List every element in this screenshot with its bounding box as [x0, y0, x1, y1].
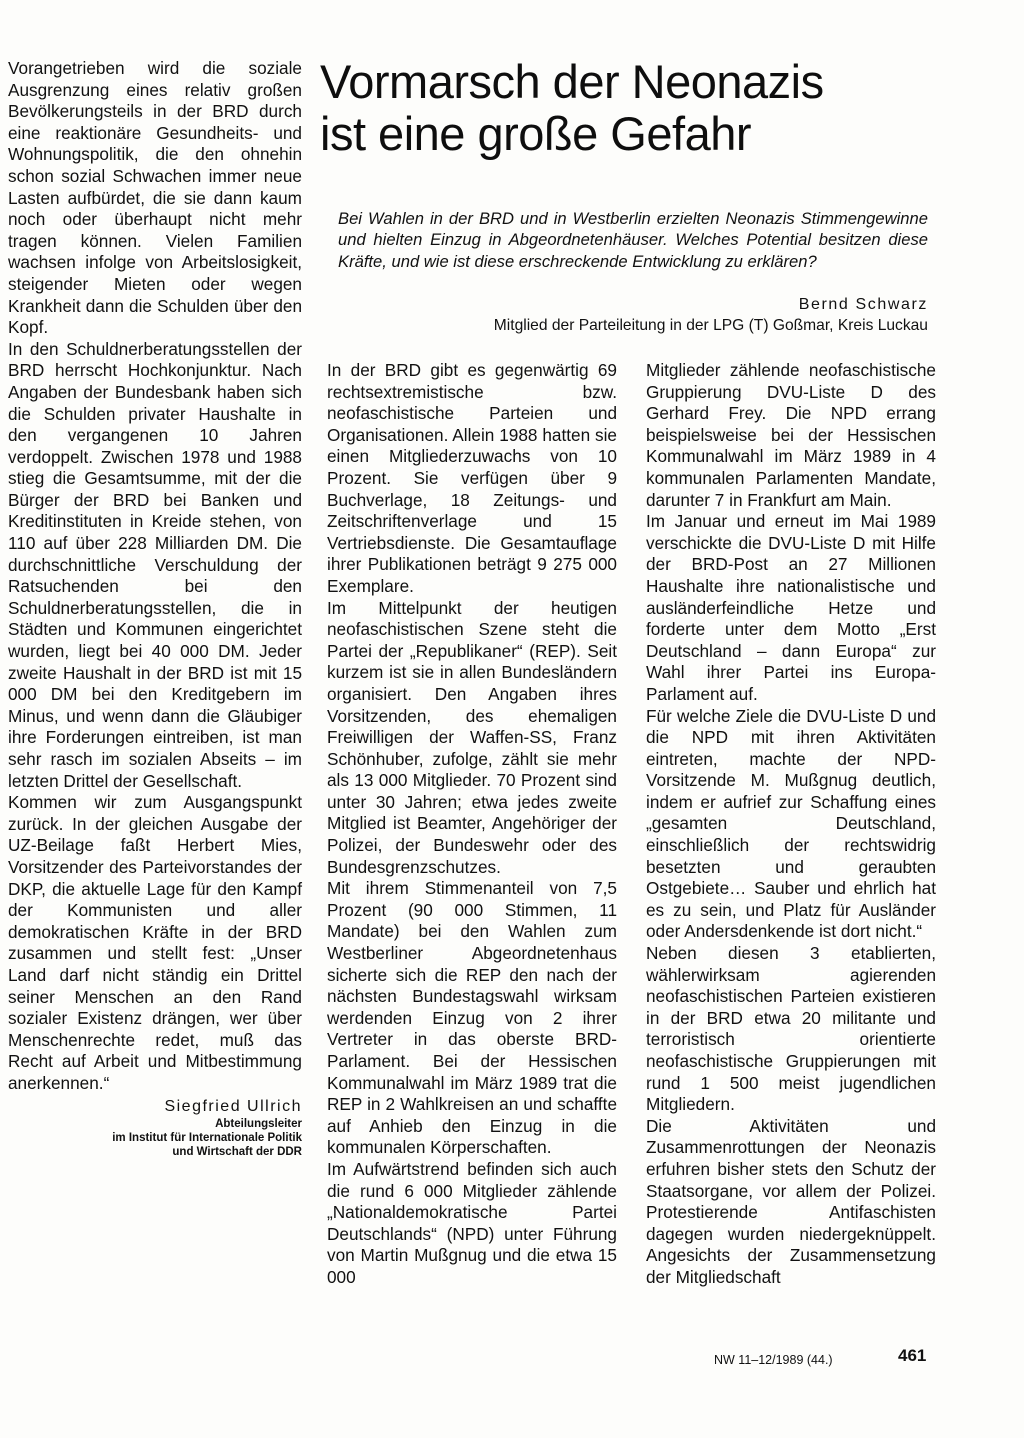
headline-line-1: Vormarsch der Neonazis — [320, 55, 824, 108]
headline-line-2: ist eine große Gefahr — [320, 107, 751, 160]
affiliation-line: und Wirtschaft der DDR — [172, 1145, 302, 1158]
article-paragraph: Für welche Ziele die DVU-Liste D und die NPD mit ihren Aktivitäten eintreten, machte der NPD-Vorsitzende M. Mußgnug deutlich, indem er aufrief zur Schaffung eines „gesamten Deutschland, einschließlich der rechtswidrig besetzten und geraubten Ostgebiete… Sauber und ehrlich hat es zu sein, und Platz für Ausländer oder Andersdenkende ist dort nicht.“ — [646, 705, 936, 942]
article-headline — [320, 56, 960, 160]
previous-article-column — [8, 58, 302, 1159]
article-paragraph: Im Mittelpunkt der heutigen neofaschistischen Szene steht die Partei der „Republikaner“ (REP). Seit kurzem ist sie in allen Bundesländern organisiert. Den Angaben ihres Vorsitzenden, des ehemaligen Freiwilligen der Waffen-SS, Franz Schönhuber, zufolge, zählt sie mehr als 13 000 Mitglieder. 70 Prozent sind unter 30 Jahren; etwa jedes zweite Mitglied ist Beamter, Angehöriger der Polizei, der Bundeswehr oder des Bundesgrenzschutzes. — [327, 597, 617, 877]
previous-article-author: Siegfried Ullrich — [164, 1097, 302, 1115]
article-paragraph: Neben diesen 3 etablierten, wählerwirksam agierenden neofaschistischen Parteien existieren in der BRD etwa 20 militante und terroristisch orientierte neofaschistische Gruppierungen mit rund 1 500 meist jugendlichen Mitgliedern. — [646, 943, 936, 1115]
article-column-1 — [327, 360, 617, 1289]
issue-reference: NW 11–12/1989 (44.) — [714, 1353, 833, 1367]
article-intro: Bei Wahlen in der BRD und in Westberlin erzielten Neonazis Stimmengewinne und hielten Einzug in Abgeordnetenhäuser. Welches Potential besitzen diese Kräfte, und wie ist diese erschreckende Entwicklung zu erklären? — [338, 209, 928, 271]
article-author-role: Mitglied der Parteileitung in der LPG (T) Goßmar, Kreis Luckau — [493, 317, 928, 334]
article-paragraph: Mitglieder zählende neofaschistische Gruppierung DVU-Liste D des Gerhard Frey. Die NPD errang beispielsweise bei der Hessischen Kommunalwahl im März 1989 in 4 kommunalen Parlamenten Mandate, darunter 7 in Frankfurt am Main. — [646, 360, 936, 510]
article-paragraph: Im Aufwärtstrend befinden sich auch die rund 6 000 Mitglieder zählende „Nationaldemokratische Partei Deutschlands“ (NPD) unter Führung von Martin Mußgnug und die etwa 15 000 — [327, 1158, 617, 1287]
page-number: 461 — [898, 1346, 927, 1365]
article-paragraph: Mit ihrem Stimmenanteil von 7,5 Prozent (90 000 Stimmen, 11 Mandate) bei den Wahlen zum Westberliner Abgeordnetenhaus sicherte sich die REP den nach der nächsten Bundestagswahl wirksam werdenden Einzug von 2 ihrer Vertreter in das oberste BRD-Parlament. Bei der Hessischen Kommunalwahl im März 1989 trat die REP in 2 Wahlkreisen an und schaffte auf Anhieb den Einzug in die kommunalen Körperschaften. — [327, 878, 617, 1158]
affiliation-line: im Institut für Internationale Politik — [112, 1131, 302, 1144]
article-column-2 — [646, 360, 936, 1289]
left-paragraph-1: Vorangetrieben wird die soziale Ausgrenzung eines relativ großen Bevölkerungsteils in der BRD durch eine reaktionäre Gesundheits- und Wohnungspolitik, die den ohnehin schon sozial Schwachen immer neue Lasten aufbürdet, die sie dann kaum noch oder überhaupt nicht mehr tragen können. Vielen Familien wachsen infolge von Arbeitslosigkeit, steigender Mieten oder wegen Krankheit dann die Schulden über den Kopf. — [8, 58, 302, 338]
left-paragraph-3: Kommen wir zum Ausgangspunkt zurück. In der gleichen Ausgabe der UZ-Beilage faßt Herbert Mies, Vorsitzender des Parteivorstandes der DKP, die aktuelle Lage für den Kampf der Kommunisten und aller demokratischen Kräfte in der BRD zusammen und stellt fest: „Unser Land darf nicht ständig ein Drittel seiner Menschen an den Rand sozialer Existenz drängen, wer über Menschenrechte redet, muß das Recht auf Arbeit und Mitbestimmung anerkennen.“ — [8, 792, 302, 1093]
article-paragraph: Im Januar und erneut im Mai 1989 verschickte die DVU-Liste D mit Hilfe der BRD-Post an 27 Millionen Haushalte ihre nationalistische und ausländerfeindliche Hetze und forderte unter dem Motto „Erst Deutschland – dann Europa“ zur Wahl ihrer Partei ins Europa-Parlament auf. — [646, 511, 936, 704]
article-author: Bernd Schwarz — [798, 296, 928, 313]
left-paragraph-2: In den Schuldnerberatungsstellen der BRD herrscht Hochkonjunktur. Nach Angaben der Bundesbank haben sich die Schulden privater Haushalte in den vergangenen 10 Jahren verdoppelt. Zwischen 1978 und 1988 stieg die Gesamtsumme, mit der die Bürger der BRD bei Banken und Kreditinstituten in Kreide stehen, von 110 auf über 228 Milliarden DM. Die durchschnittliche Verschuldung der Ratsuchenden bei den Schuldnerberatungsstellen, die in Städten und Kommunen eingerichtet wurden, liegt bei 40 000 DM. Jeder zweite Haushalt in der BRD ist mit 15 000 DM bei den Kreditgebern im Minus, und wenn dann die Gläubiger ihre Forderungen eintreiben, ist man sehr rasch im sozialen Abseits – im letzten Drittel der Gesellschaft. — [8, 338, 302, 791]
article-paragraph: In der BRD gibt es gegenwärtig 69 rechtsextremistische bzw. neofaschistische Parteien und Organisationen. Allein 1988 hatten sie einen Mitgliederzuwachs von 10 Prozent. Sie verfügen über 9 Buchverlage, 18 Zeitungs- und Zeitschriftenverlage und 15 Vertriebsdienste. Die Gesamtauflage ihrer Publikationen beträgt 9 275 000 Exemplare. — [327, 360, 617, 596]
affiliation-line: Abteilungsleiter — [215, 1117, 302, 1130]
previous-article-affiliation — [8, 1117, 302, 1159]
article-paragraph: Die Aktivitäten und Zusammenrottungen der Neonazis erfuhren bisher stets den Schutz der Staatsorgane, vor allem der Polizei. Protestierende Antifaschisten dagegen wurden niedergeknüppelt. Angesichts der Zusammensetzung der Mitgliedschaft — [646, 1115, 936, 1287]
